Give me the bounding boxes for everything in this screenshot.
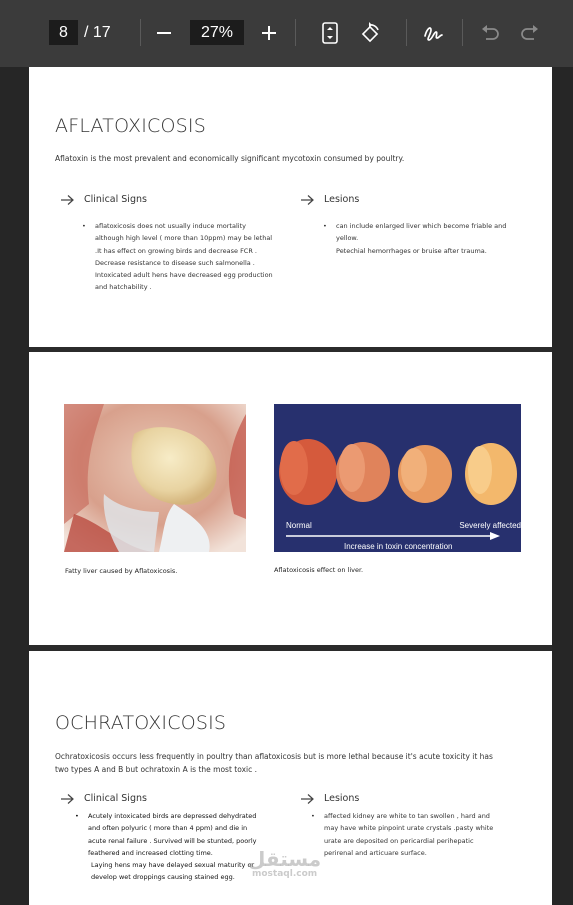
- list-item: may have white pinpoint urate crystals .pasty white: [324, 824, 494, 833]
- toolbar-divider: [295, 19, 296, 46]
- pdf-toolbar: [0, 0, 573, 67]
- slide-aflatoxicosis: [29, 67, 552, 347]
- viewer-scrollbar-track[interactable]: [552, 67, 573, 905]
- list-item: urate are deposited on pericardial perihepatic: [324, 836, 474, 845]
- lesions-heading: [301, 194, 359, 205]
- page-number-input[interactable]: 8: [49, 20, 78, 45]
- undo-icon: [480, 24, 500, 42]
- list-item: • can include enlarged liver which become friable and: [323, 220, 523, 232]
- list-item: • affected kidney are white to tan swollen , hard and: [311, 810, 531, 822]
- toxin-effect-caption: Aflatoxicosis effect on liver.: [274, 566, 364, 574]
- list-item: • Acutely intoxicated birds are depressed dehydrated: [75, 810, 295, 822]
- fit-page-button[interactable]: [315, 18, 345, 48]
- fatty-liver-image: [64, 404, 246, 552]
- viewer-left-margin: [0, 67, 30, 905]
- arrow-right-icon: [301, 794, 314, 804]
- lesions-list: [323, 220, 523, 257]
- clinical-signs-heading: [61, 793, 147, 804]
- intro-text: [55, 750, 545, 776]
- lesions-heading: [301, 793, 359, 804]
- minus-icon: [156, 25, 172, 41]
- zoom-in-button[interactable]: [254, 18, 284, 48]
- zoom-out-button[interactable]: [149, 18, 179, 48]
- watermark-logo: [248, 849, 321, 879]
- undo-button[interactable]: [475, 18, 505, 48]
- toolbar-divider: [140, 19, 141, 46]
- fatty-liver-photo: [64, 404, 246, 552]
- list-item: develop wet droppings causing stained egg.: [91, 873, 235, 882]
- list-item: Intoxicated adult hens have decreased egg production: [95, 271, 273, 280]
- toxin-concentration-label: Increase in toxin concentration: [344, 542, 453, 551]
- list-item: Decrease resistance to disease such salmonella .: [95, 258, 255, 267]
- toxin-effect-panel: [274, 404, 521, 552]
- page-total-label: / 17: [84, 24, 111, 41]
- zoom-level-input[interactable]: 27%: [190, 20, 244, 45]
- intro-text: Aflatoxin is the most prevalent and economically significant mycotoxin consumed by poultry.: [55, 154, 405, 163]
- list-item: Laying hens may have delayed sexual maturity or: [91, 861, 255, 870]
- list-item: acute renal failure . Survived will be stunted, poorly: [88, 836, 257, 845]
- list-item: feathered and increased clotting time.: [88, 848, 213, 857]
- intro-line: Ochratoxicosis occurs less frequently in poultry than aflatoxicosis but is more lethal because it's acute toxicity it has: [55, 752, 493, 761]
- concentration-arrow: [286, 532, 501, 540]
- toolbar-divider: [462, 19, 463, 46]
- section-heading-label: Lesions: [324, 793, 360, 804]
- section-heading-label: Clinical Signs: [84, 194, 147, 205]
- redo-button[interactable]: [515, 18, 545, 48]
- arrow-right-icon: [61, 794, 74, 804]
- toolbar-divider: [406, 19, 407, 46]
- list-item: perirenal and articuare surface.: [324, 848, 427, 857]
- arrow-right-icon: [301, 195, 314, 205]
- normal-label: Normal: [286, 521, 312, 530]
- clinical-signs-heading: [61, 194, 147, 205]
- list-item: and often polyuric ( more than 4 ppm) and die in: [88, 824, 248, 833]
- lesions-list: [311, 810, 531, 859]
- watermark-arabic: مستقل: [248, 847, 322, 871]
- section-heading-label: Clinical Signs: [84, 793, 147, 804]
- section-heading-label: Lesions: [324, 194, 360, 205]
- page-title: OCHRATOXICOSIS: [55, 712, 227, 734]
- rotate-icon: [359, 22, 381, 44]
- list-item: .It has effect on growing birds and decrease FCR .: [95, 246, 257, 255]
- list-item: • aflatoxicosis does not usually induce mortality: [82, 220, 292, 232]
- page-title: AFLATOXICOSIS: [55, 115, 206, 137]
- redo-icon: [520, 24, 540, 42]
- list-item: Petechial hemorrhages or bruise after trauma.: [336, 246, 487, 255]
- rotate-button[interactable]: [355, 18, 385, 48]
- intro-line: two types A and B but ochratoxin A is the most toxic .: [55, 765, 257, 774]
- plus-icon: [261, 25, 277, 41]
- watermark-latin: mostaql.com: [252, 869, 318, 879]
- slide-liver-images: [29, 352, 552, 645]
- signature-icon: [422, 22, 444, 44]
- list-item: yellow.: [336, 234, 359, 243]
- list-item: although high level ( more than 10ppm) may be lethal: [95, 234, 273, 243]
- clinical-signs-list: [82, 220, 292, 294]
- arrow-right-icon: [61, 195, 74, 205]
- list-item: and hatchability .: [95, 283, 152, 292]
- fit-to-page-icon: [321, 22, 339, 44]
- severely-affected-label: Severely affected: [459, 521, 521, 530]
- draw-button[interactable]: [418, 18, 448, 48]
- fatty-liver-caption: Fatty liver caused by Aflatoxicosis.: [65, 567, 178, 575]
